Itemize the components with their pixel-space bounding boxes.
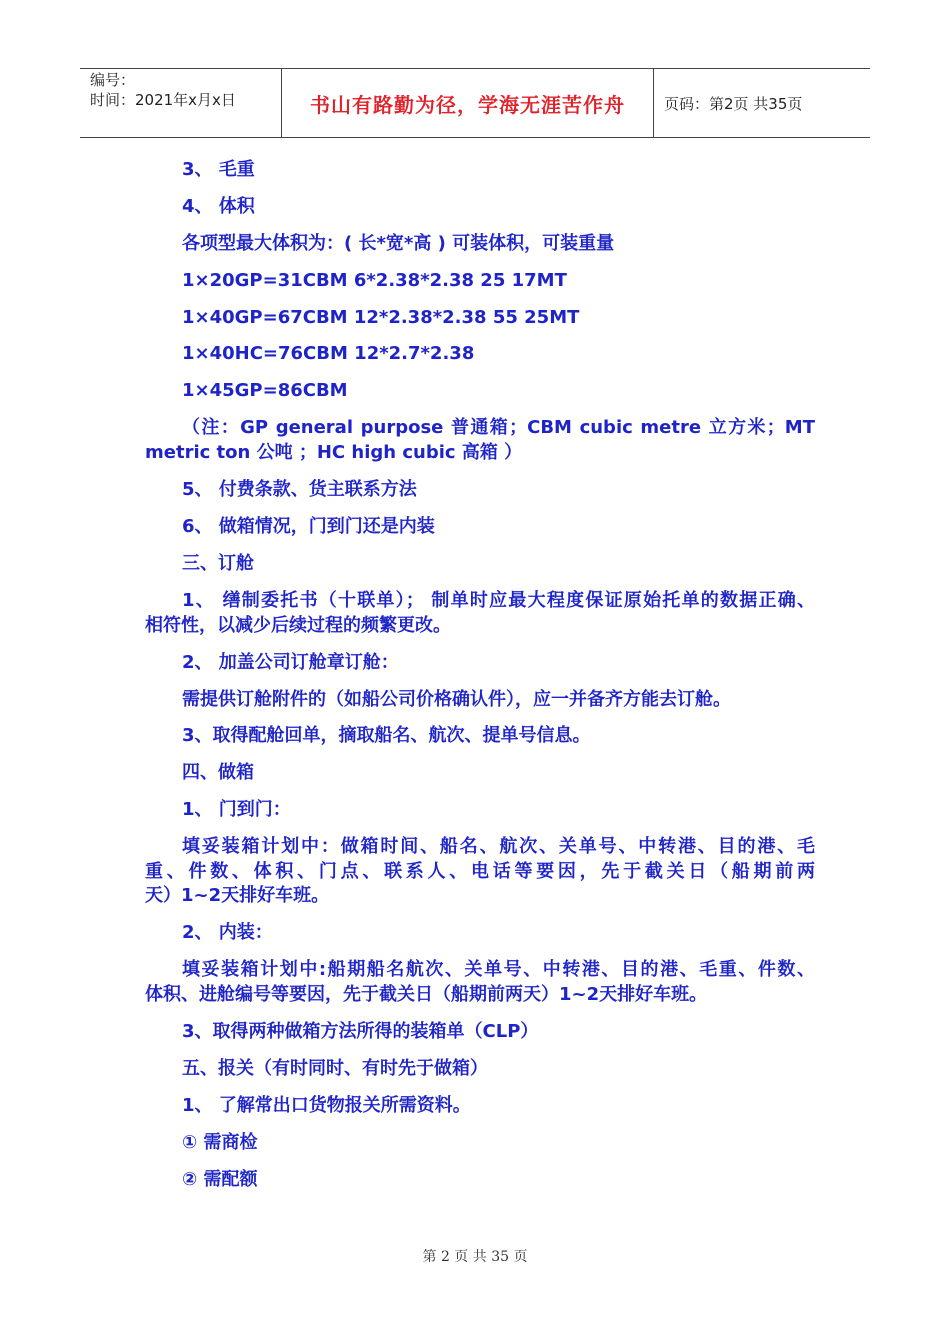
page-header [80, 68, 870, 138]
body-line: metric ton 公吨 ；HC high cubic 高箱 ） [145, 442, 523, 463]
header-meta-cell [80, 69, 282, 137]
body-line: 重、件数、体积、门点、联系人、电话等要因，先于截关日（船期前两 [145, 861, 815, 882]
section-heading: 五、报关（有时同时、有时先于做箱） [182, 1058, 488, 1079]
body-line: 1、 了解常出口货物报关所需资料。 [182, 1095, 471, 1116]
header-page-cell [654, 69, 870, 137]
body-line: 3、 毛重 [182, 159, 255, 180]
body-line: 天）1~2天排好车班。 [145, 885, 330, 906]
page-footer: 第 2 页 共 35 页 [422, 1249, 528, 1265]
header-motto-cell [282, 69, 654, 137]
body-line: 1×40GP=67CBM 12*2.38*2.38 55 25MT [182, 307, 580, 328]
body-line: 需提供订舱附件的（如船公司价格确认件），应一并备齐方能去订舱。 [182, 689, 731, 710]
body-line: 3、取得两种做箱方法所得的装箱单（CLP） [182, 1021, 539, 1042]
body-line: 4、 体积 [182, 196, 255, 217]
body-line: 2、 加盖公司订舱章订舱： [182, 652, 399, 673]
list-item: ① 需商检 [182, 1132, 258, 1153]
list-item: ② 需配额 [182, 1169, 258, 1190]
header-page-info: 页码：第2页 共35页 [664, 94, 803, 113]
body-line: 1、 缮制委托书（十联单）； 制单时应最大程度保证原始托单的数据正确、 [182, 590, 815, 611]
body-line: 填妥装箱计划中：做箱时间、船名、航次、关单号、中转港、目的港、毛 [182, 836, 815, 857]
body-line: 1×40HC=76CBM 12*2.7*2.38 [182, 343, 475, 364]
body-line: 1×45GP=86CBM [182, 380, 348, 401]
section-heading: 三、订舱 [182, 553, 254, 574]
body-line: 填妥装箱计划中:船期船名航次、关单号、中转港、目的港、毛重、件数、 [182, 959, 815, 980]
body-line: （注：GP general purpose 普通箱；CBM cubic metre 立方米；MT [182, 417, 815, 438]
body-line: 1×20GP=31CBM 6*2.38*2.38 25 17MT [182, 270, 567, 291]
body-line: 相符性，以减少后续过程的频繁更改。 [145, 615, 451, 636]
document-number-label: 编号： [90, 71, 136, 89]
body-line: 3、取得配舱回单，摘取船名、航次、提单号信息。 [182, 725, 591, 746]
body-line: 5、 付费条款、货主联系方法 [182, 479, 417, 500]
body-line: 1、 门到门： [182, 799, 291, 820]
body-line: 2、 内装： [182, 922, 273, 943]
body-line: 6、 做箱情况，门到门还是内装 [182, 516, 435, 537]
body-line: 各项型最大体积为：( 长*宽*高 ) 可装体积，可装重量 [182, 233, 615, 254]
document-date-label: 时间：2021年x月x日 [90, 91, 236, 109]
section-heading: 四、做箱 [182, 762, 254, 783]
body-line: 体积、进舱编号等要因，先于截关日（船期前两天）1~2天排好车班。 [145, 984, 708, 1005]
header-motto: 书山有路勤为径，学海无涯苦作舟 [310, 92, 625, 117]
